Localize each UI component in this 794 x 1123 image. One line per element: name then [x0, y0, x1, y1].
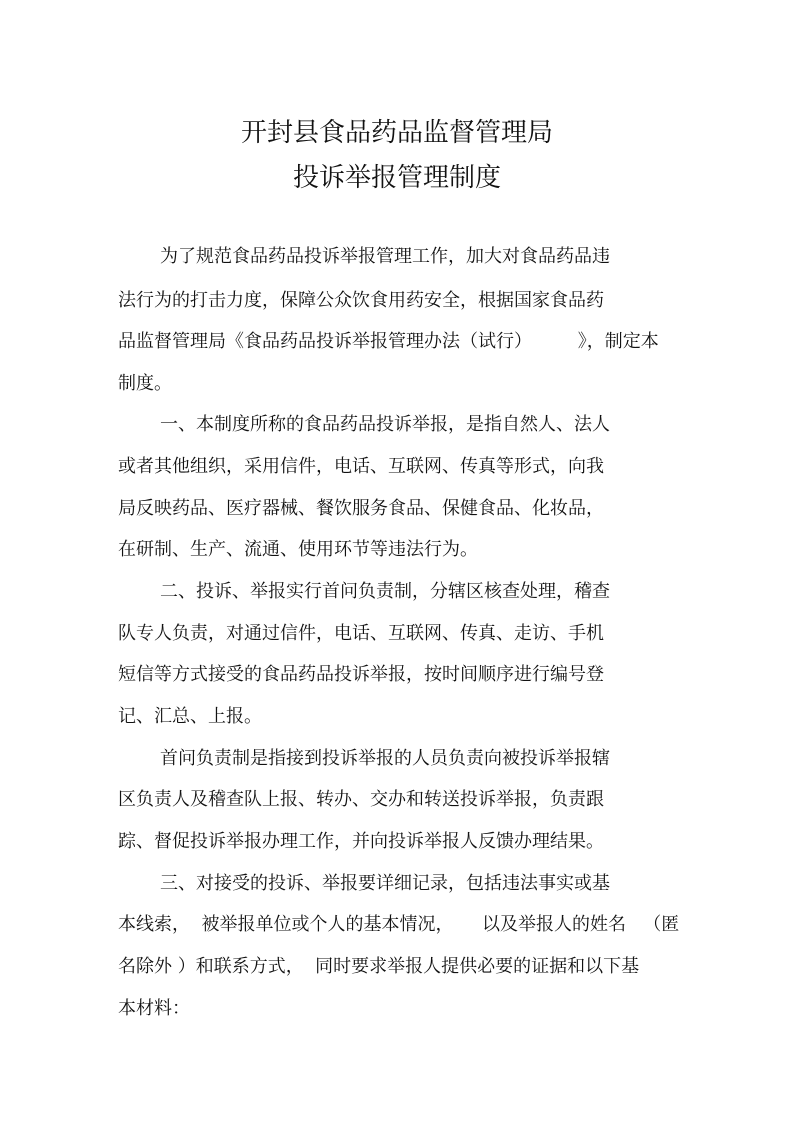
document-title-line-1: 开封县食品药品监督管理局: [240, 118, 553, 148]
paragraph-line: 制度。: [118, 373, 172, 394]
paragraph-line: 首问负责制是指接到投诉举报的人员负责向被投诉举报辖: [160, 748, 610, 769]
paragraph-line: 品监督管理局《食品药品投诉举报管理办法（试行） 》，制定本: [118, 331, 659, 352]
paragraph-line: 本线索， 被举报单位或个人的基本情况， 以及举报人的姓名 （匿: [118, 914, 680, 935]
paragraph-line: 三、对接受的投诉、举报要详细记录，包括违法事实或基: [160, 873, 610, 894]
paragraph-line: 为了规范食品药品投诉举报管理工作，加大对食品药品违: [160, 246, 610, 267]
paragraph-line: 队专人负责，对通过信件，电话、互联网、传真、走访、手机: [118, 623, 604, 644]
paragraph-line: 记、汇总、上报。: [118, 706, 262, 727]
paragraph-line: 本材料：: [118, 998, 190, 1019]
paragraph-line: 局反映药品、医疗器械、餐饮服务食品、保健食品、化妆品，: [118, 498, 604, 519]
paragraph-line: 在研制、生产、流通、使用环节等违法行为。: [118, 539, 478, 560]
paragraph-line: 区负责人及稽查队上报、转办、交办和转送投诉举报，负责跟: [118, 789, 604, 810]
paragraph-line: 或者其他组织，采用信件，电话、互联网、传真等形式，向我: [118, 456, 604, 477]
paragraph-line: 一、本制度所称的食品药品投诉举报，是指自然人、法人: [160, 414, 610, 435]
paragraph-line: 短信等方式接受的食品药品投诉举报，按时间顺序进行编号登: [118, 664, 604, 685]
paragraph-line: 名除外 ）和联系方式， 同时要求举报人提供必要的证据和以下基: [118, 956, 640, 977]
paragraph-line: 法行为的打击力度，保障公众饮食用药安全，根据国家食品药: [118, 290, 604, 311]
document-title-line-2: 投诉举报管理制度: [292, 163, 501, 193]
paragraph-line: 二、投诉、举报实行首问负责制，分辖区核查处理，稽查: [160, 581, 610, 602]
paragraph-line: 踪、督促投诉举报办理工作，并向投诉举报人反馈办理结果。: [118, 831, 604, 852]
